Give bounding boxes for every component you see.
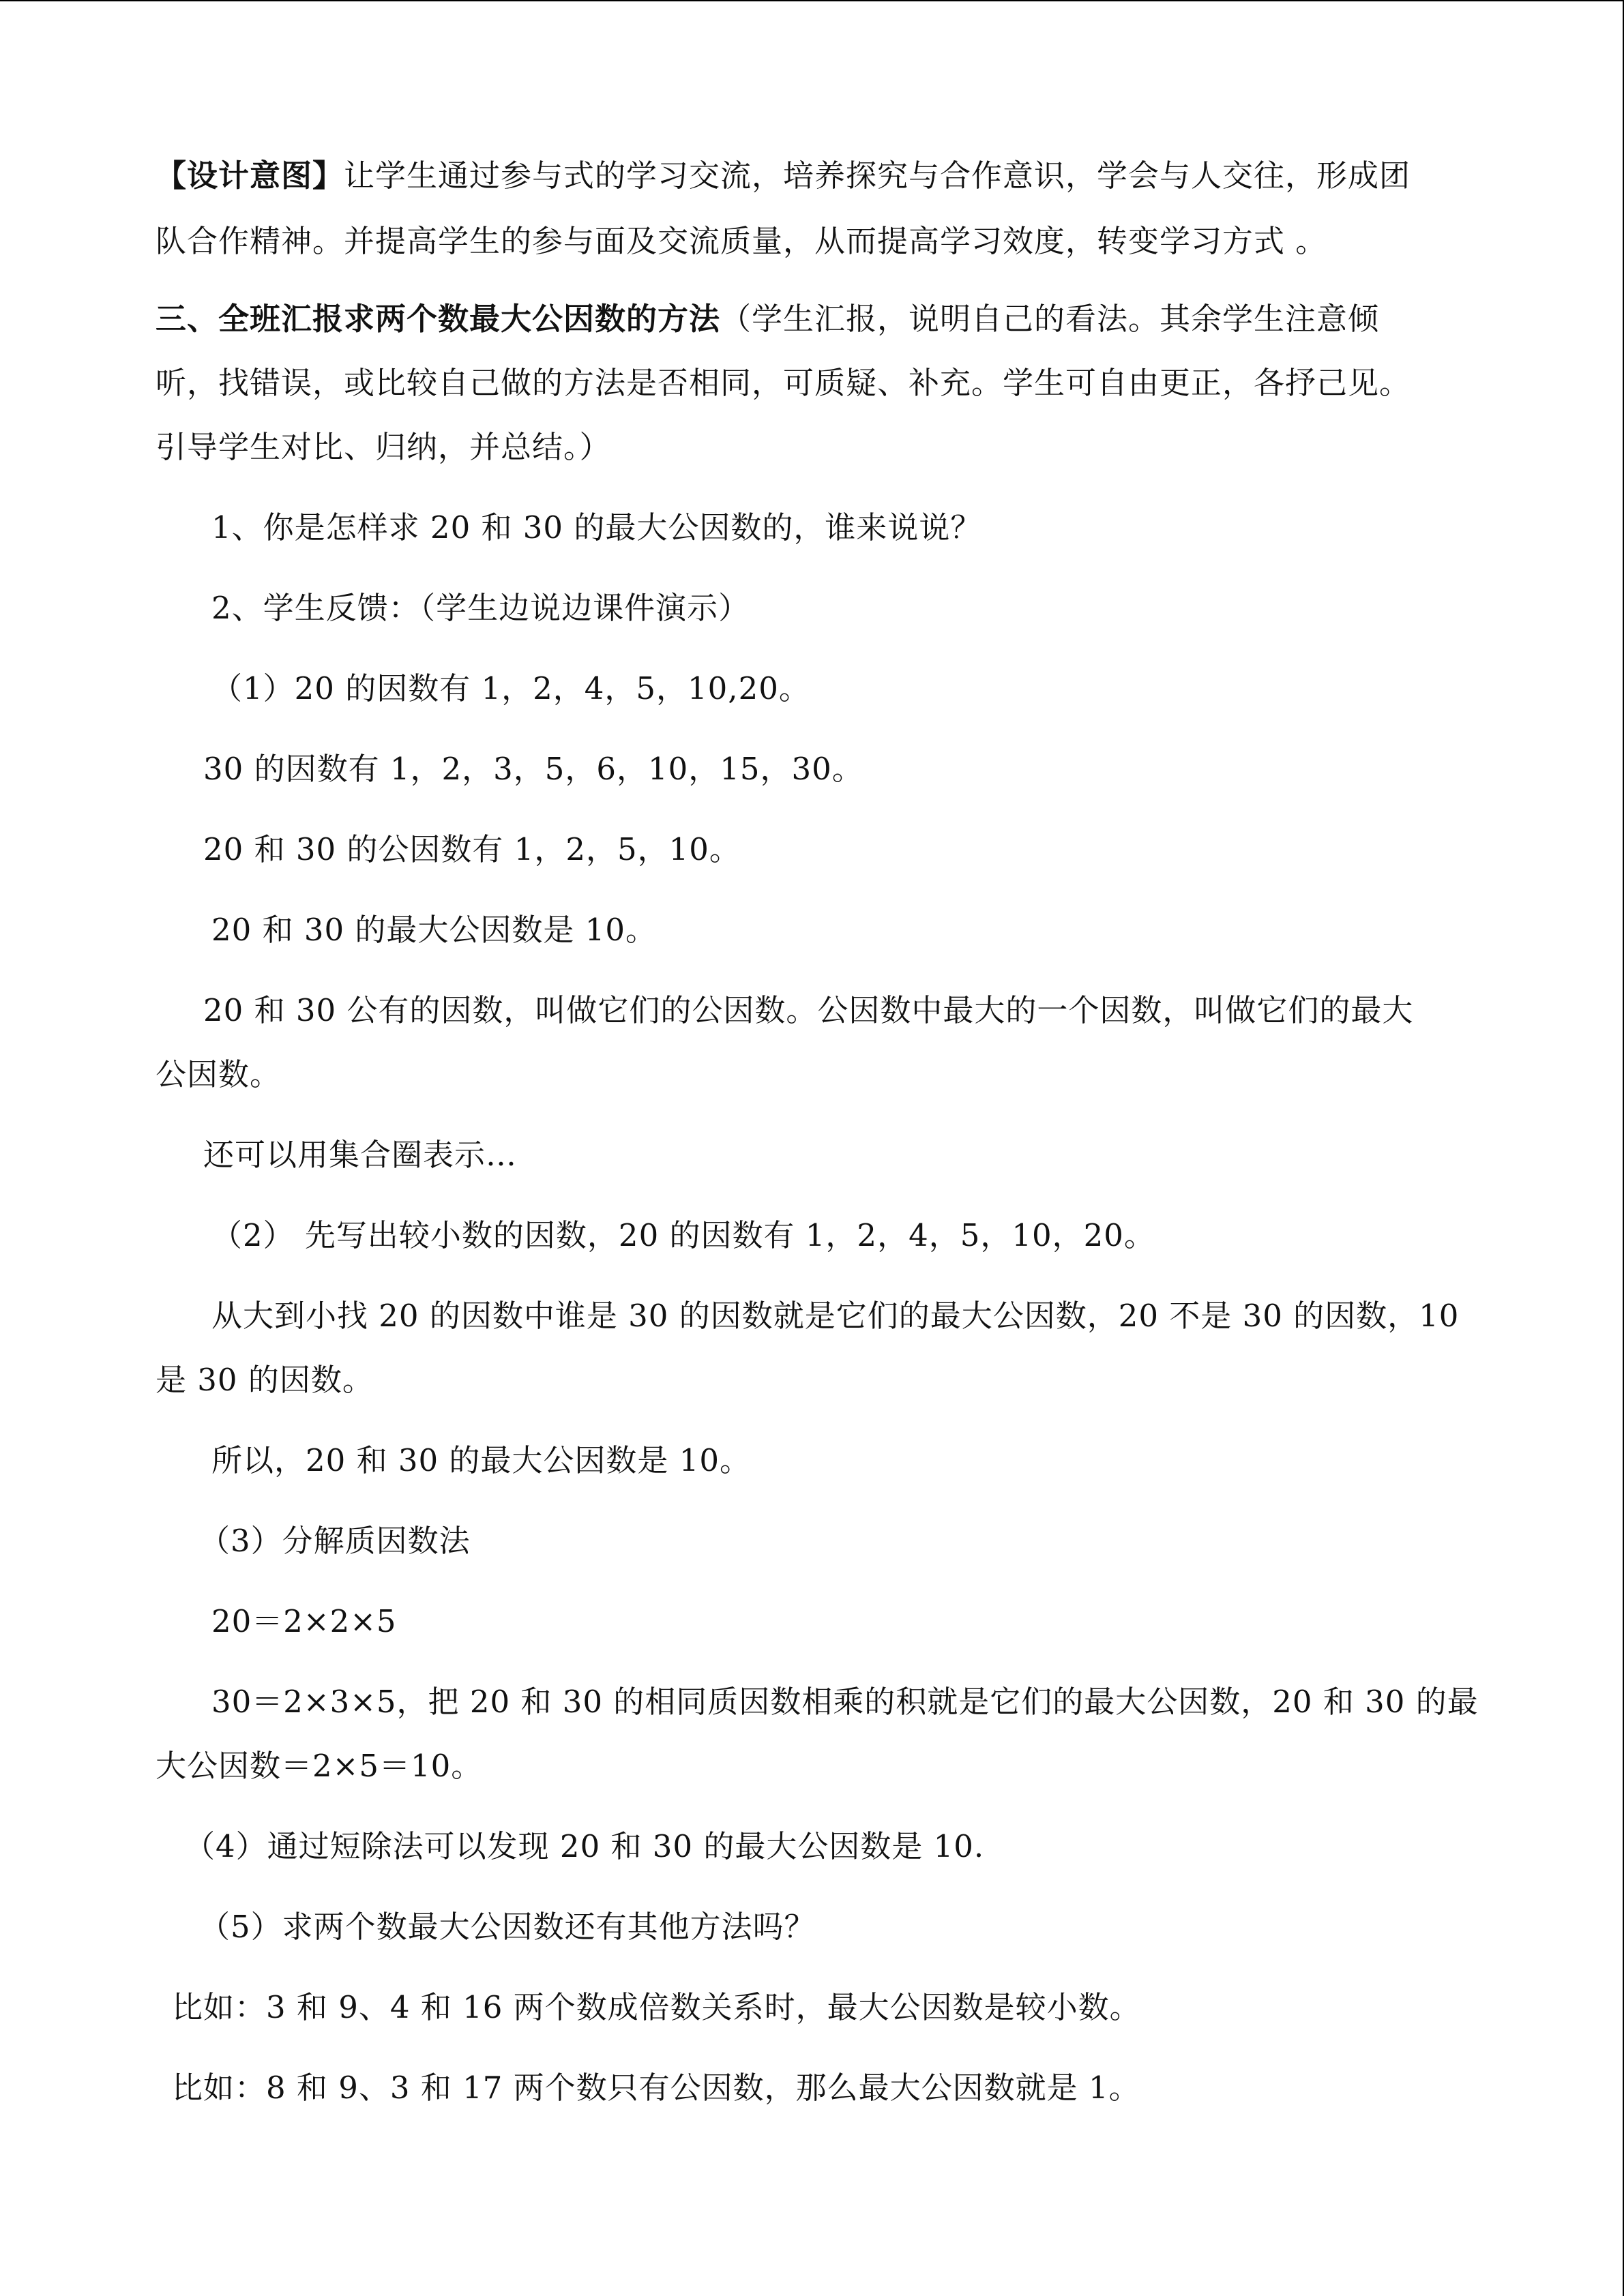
section-three-line-3: 引导学生对比、归纳，并总结。）	[156, 429, 611, 465]
question-1: 1、你是怎样求 20 和 30 的最大公因数的，谁来说说？	[211, 509, 982, 546]
method-3-line-1: 30＝2×3×5，把 20 和 30 的相同质因数相乘的积就是它们的最大公因数，20 和 30 的最	[211, 1684, 1479, 1720]
design-intent-line-2: 队合作精神。并提高学生的参与面及交流质量，从而提高学习效度，转变学习方式 。	[156, 223, 1327, 259]
method-1-common-factors: 20 和 30 的公因数有 1，2，5，10。	[203, 831, 741, 867]
question-2: 2、学生反馈：（学生边说边课件演示）	[211, 590, 750, 626]
definition-line-2: 公因数。	[156, 1056, 282, 1092]
example-2: 比如：8 和 9、3 和 17 两个数只有公因数，那么最大公因数就是 1。	[172, 2070, 1140, 2106]
set-circle-note: 还可以用集合圈表示…	[203, 1137, 518, 1173]
section-three-text-1: （学生汇报，说明自己的看法。其余学生注意倾	[720, 301, 1380, 337]
method-4: （4）通过短除法可以发现 20 和 30 的最大公因数是 10.	[184, 1828, 985, 1864]
method-3-line-2: 大公因数＝2×5＝10。	[156, 1748, 483, 1784]
example-1: 比如：3 和 9、4 和 16 两个数成倍数关系时，最大公因数是较小数。	[172, 1989, 1141, 2025]
section-three-line-2: 听，找错误，或比较自己做的方法是否相同，可质疑、补充。学生可自由更正，各抒己见。	[156, 365, 1411, 401]
section-three-line-1	[156, 299, 1379, 340]
method-2-title: （2） 先写出较小数的因数，20 的因数有 1，2，4，5，10，20。	[211, 1217, 1155, 1253]
method-1-factors-20: （1）20 的因数有 1，2，4，5，10,20。	[211, 670, 810, 706]
design-intent-line-1	[156, 155, 1411, 196]
method-1-factors-30: 30 的因数有 1，2，3，5，6，10，15，30。	[203, 751, 863, 787]
method-3-title: （3）分解质因数法	[199, 1523, 471, 1559]
method-1-gcf: 20 和 30 的最大公因数是 10。	[211, 912, 657, 948]
method-2-conclusion: 所以，20 和 30 的最大公因数是 10。	[211, 1442, 751, 1478]
design-intent-label: 【设计意图】	[156, 158, 344, 194]
method-3-factorization-20: 20＝2×2×5	[211, 1603, 397, 1639]
section-three-heading: 三、全班汇报求两个数最大公因数的方法	[156, 301, 721, 337]
method-2-line-2: 是 30 的因数。	[156, 1362, 374, 1398]
design-intent-text-1: 让学生通过参与式的学习交流，培养探究与合作意识，学会与人交往，形成团	[344, 158, 1411, 194]
method-2-line-1: 从大到小找 20 的因数中谁是 30 的因数就是它们的最大公因数，20 不是 30 的因数，10	[211, 1298, 1460, 1334]
method-5: （5）求两个数最大公因数还有其他方法吗？	[199, 1909, 816, 1945]
definition-line-1: 20 和 30 公有的因数，叫做它们的公因数。公因数中最大的一个因数，叫做它们的最大	[203, 992, 1414, 1028]
